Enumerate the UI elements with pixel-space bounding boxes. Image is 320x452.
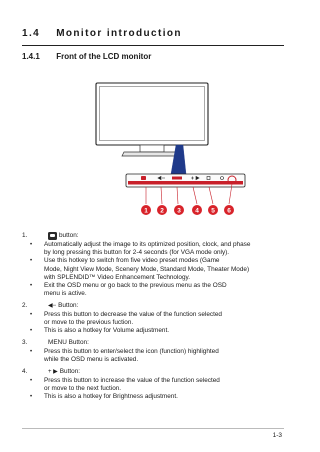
monitor-screen [100,87,205,141]
bullet-2-1 [22,311,290,327]
item-volume-button [22,302,290,336]
item-1-header [22,232,290,241]
callout-3 [174,205,184,215]
bullet-2-2 [22,327,290,335]
button-descriptions [22,232,290,405]
bullet-line: by long pressing this button for 2-4 seconds (for VGA mode only). [44,249,230,257]
bullet-line: • Press this button to decrease the value of the function selected [44,310,222,318]
callout-5 [208,205,218,215]
panel-menu-icon [172,177,182,180]
bullet-3-1 [22,348,290,364]
callout-6 [224,205,234,215]
volume-left-icon: ◀− [48,302,57,309]
item-menu-button [22,339,290,364]
item-1-label: button: [59,232,79,239]
monitor-front-illustration [0,0,300,230]
item-3-header [22,339,290,348]
item-2-label-group [48,302,78,310]
bullet-line: • Press this button to increase the value of the function selected [44,376,220,384]
bullet-line: with SPLENDID™ Video Enhancement Technology. [44,273,190,281]
item-2-label: Button: [58,301,79,309]
item-4-header [22,368,290,377]
control-panel-strip [128,181,243,185]
item-3-number: 3. [22,339,28,347]
item-4-number: 4. [22,367,28,375]
bullet-line: • Use this hotkey to switch from five video preset modes (Game [44,257,220,265]
item-2-number: 2. [22,301,28,309]
splendid-button-icon [48,232,57,240]
callout-1 [141,205,151,215]
bullet-4-1 [22,377,290,393]
item-2-header [22,302,290,311]
control-panel [126,174,245,187]
bullet-line: • This is also a hotkey for Volume adjustment. [44,327,170,335]
item-brightness-button [22,368,290,402]
bullet-line: • Exit the OSD menu or go back to the previous menu as the OSD [44,282,227,290]
monitor-neck [140,145,164,152]
section-number: 1.4 [22,28,41,39]
callout-4-label: 4 [195,207,199,215]
subsection-number: 1.4.1 [22,52,40,61]
bullet-line: while the OSD menu is activated. [44,356,139,364]
bullet-line: menu is active. [44,290,87,298]
callout-5-label: 5 [211,207,215,215]
subsection-title: Front of the LCD monitor [56,52,152,61]
bullet-1-2 [22,257,290,282]
bullet-line: Mode, Night View Mode, Scenery Mode, Standard Mode, Theater Mode) [44,265,250,273]
callout-3-label: 3 [177,207,181,215]
bullet-1-3 [22,282,290,298]
panel-pointer [171,145,186,174]
callout-1-label: 1 [144,207,148,215]
item-splendid-button [22,232,290,298]
bullet-4-2 [22,393,290,401]
brightness-right-icon: + ▶ [48,368,58,375]
bullet-line: or move to the previous fuction. [44,319,134,327]
section-title: Monitor introduction [56,28,182,39]
bullet-1-1 [22,241,290,257]
callout-2 [157,205,167,215]
item-4-label-group [48,368,80,376]
callout-2-label: 2 [160,207,164,215]
footer-rule [22,428,284,429]
item-1-label-group [48,232,79,240]
callout-4 [192,205,202,215]
monitor-stand [122,152,182,156]
bullet-line: • Automatically adjust the image to its optimized position, clock, and phase [44,241,251,248]
page-number: 1-3 [272,432,282,439]
bullet-line: • Press this button to enter/select the icon (function) highlighted [44,348,219,356]
item-1-number: 1. [22,232,28,239]
panel-splendid-icon [141,176,146,180]
item-4-label: Button: [59,367,81,375]
item-3-label: MENU Button: [48,339,89,347]
callout-6-label: 6 [227,207,231,215]
bullet-line: or move to the next fuction. [44,385,122,393]
bullet-line: • This is also a hotkey for Brightness adjustment. [44,393,178,401]
